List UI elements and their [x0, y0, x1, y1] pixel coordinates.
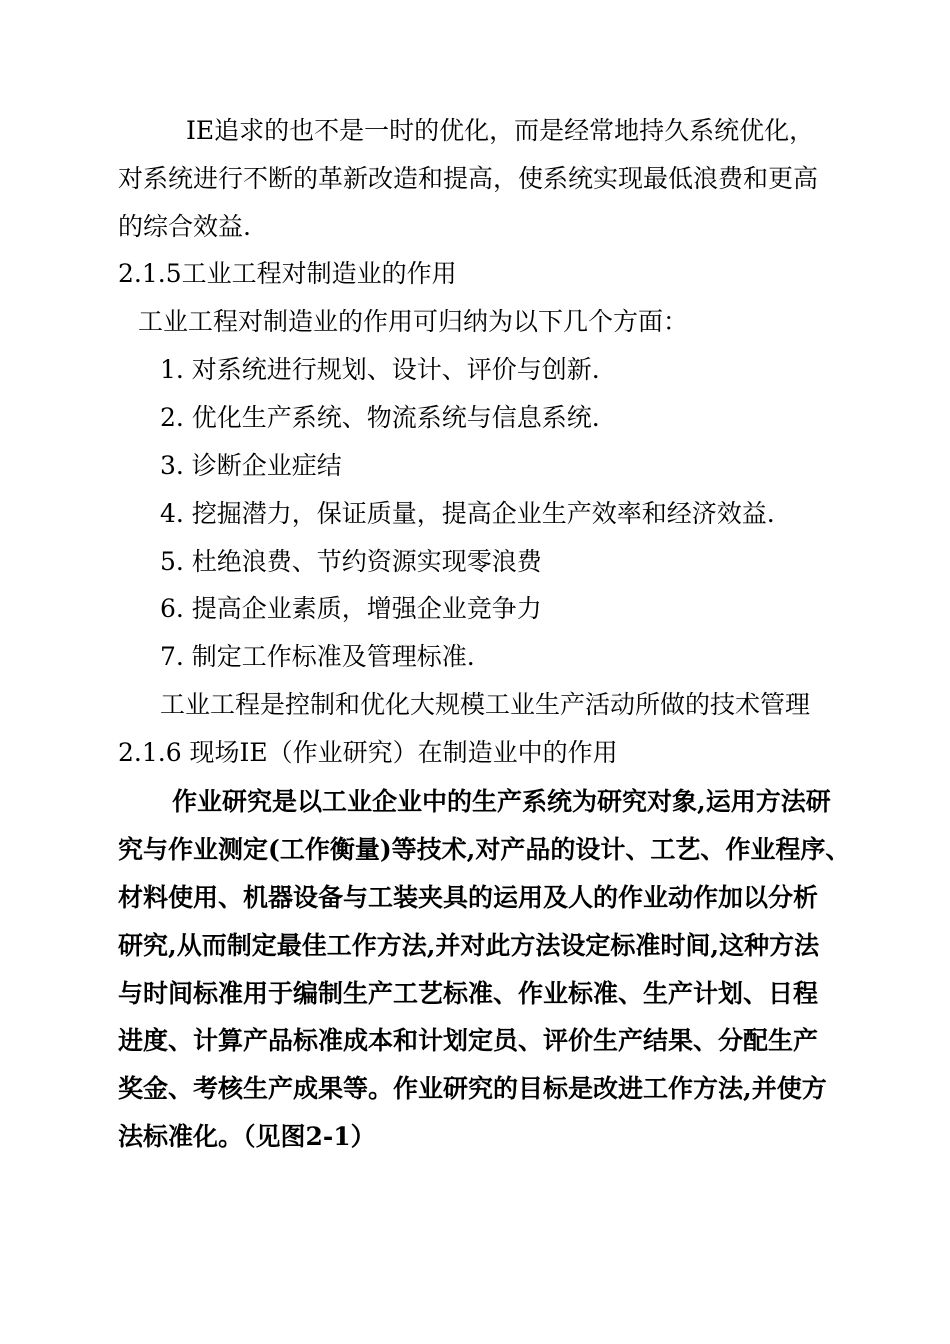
list-item-4: 4. 挖掘潜力，保证质量，提高企业生产效率和经济效益.	[160, 499, 775, 528]
body-line-6: 进度、计算产品标准成本和计划定员、评价生产结果、分配生产	[118, 1026, 819, 1055]
section-closing: 工业工程是控制和优化大规模工业生产活动所做的技术管理	[160, 690, 811, 719]
list-item-1: 1. 对系统进行规划、设计、评价与创新.	[160, 355, 600, 384]
list-item-7: 7. 制定工作标准及管理标准.	[160, 642, 475, 671]
section-heading-2-1-5: 2.1.5工业工程对制造业的作用	[118, 259, 457, 288]
list-item-2: 2. 优化生产系统、物流系统与信息系统.	[160, 403, 600, 432]
body-line-1: 作业研究是以工业企业中的生产系统为研究对象,运用方法研	[172, 787, 831, 816]
body-line-8: 法标准化。（见图2-1）	[118, 1122, 376, 1151]
section-lead: 工业工程对制造业的作用可归纳为以下几个方面：	[138, 307, 689, 336]
section-heading-2-1-6: 2.1.6 现场IE（作业研究）在制造业中的作用	[118, 738, 618, 767]
body-line-3: 材料使用、机器设备与工装夹具的运用及人的作业动作加以分析	[118, 883, 819, 912]
body-line-4: 研究,从而制定最佳工作方法,并对此方法设定标准时间,这种方法	[118, 931, 820, 960]
body-line-7: 奖金、考核生产成果等。作业研究的目标是改进工作方法,并使方	[118, 1074, 827, 1103]
body-line-5: 与时间标准用于编制生产工艺标准、作业标准、生产计划、日程	[118, 979, 819, 1008]
intro-line-3: 的综合效益.	[118, 212, 251, 241]
intro-line-2: 对系统进行不断的革新改造和提高，使系统实现最低浪费和更高	[118, 164, 819, 193]
body-line-2: 究与作业测定(工作衡量)等技术,对产品的设计、工艺、作业程序、	[118, 835, 851, 864]
list-item-3: 3. 诊断企业症结	[160, 451, 342, 480]
intro-line-1: IE追求的也不是一时的优化，而是经常地持久系统优化，	[186, 116, 815, 145]
list-item-6: 6. 提高企业素质，增强企业竞争力	[160, 594, 542, 623]
list-item-5: 5. 杜绝浪费、节约资源实现零浪费	[160, 547, 542, 576]
